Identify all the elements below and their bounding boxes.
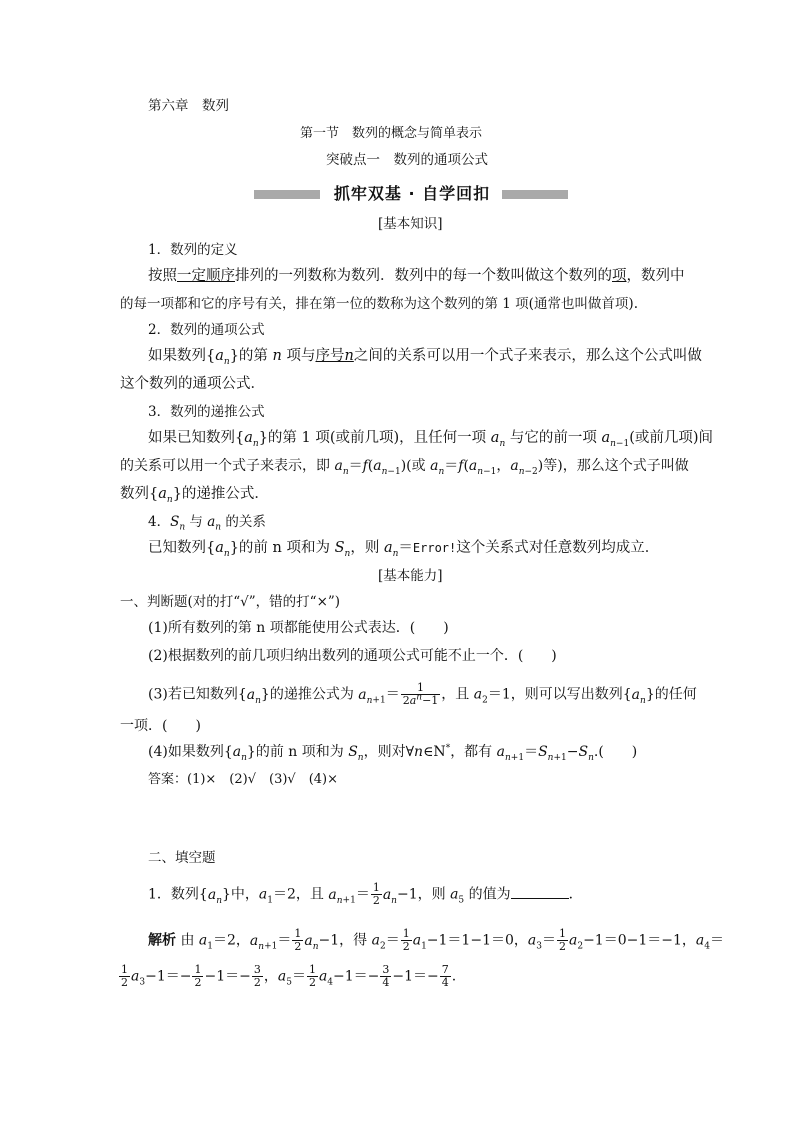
- k3-title: 3．数列的递推公式: [148, 404, 265, 420]
- basic-ability-label: [基本能力]: [378, 568, 443, 584]
- k1-para-line2: 的每一项都和它的序号有关，排在第一位的数称为这个数列的第 1 项(通常也叫做首项).: [120, 296, 638, 312]
- judge-q1: (1)所有数列的第 n 项都能使用公式表达．( ): [148, 620, 449, 636]
- judge-q4: (4)如果数列$\{a_n\}$的前 n 项和为 $S_n$，则对∀n∈N*，都有 $a_{n+1}=S_{n+1}-S_n$.( ): [148, 743, 638, 763]
- banner-bar-left: [254, 190, 320, 199]
- fraction: $\frac{1}{2a^n-1}$: [402, 681, 439, 707]
- k3-para-line2: 的关系可以用一个式子来表示，即 $a_n=f(a_{n-1})$(或 $a_n=f(a_{n-1}$，$a_{n-2}$)等)，那么这个式子叫做: [120, 458, 689, 477]
- chapter-title: 第六章 数列: [148, 98, 229, 114]
- fill-solution-line1: 解析 由 $a_1=2$，$a_{n+1}=$ $\frac{1}{2}$ $a_n-1$，得 $a_2=$ $\frac{1}{2}$ $a_1-1=1-1=0$，$a_3=$ $\frac{1}{2}$ $a_2-1=0-1=-1$，$a_4=$: [148, 927, 724, 953]
- fill-q1: 1．数列$\{a_n\}$中，$a_1=2$，且 $a_{n+1}=$ $\frac{1}{2}$ $a_n-1$，则 $a_5$ 的值为 ．: [148, 881, 583, 907]
- k3-para-line3: 数列$\{a_n\}$的递推公式．: [120, 486, 269, 505]
- fill-title: 二、填空题: [148, 850, 216, 866]
- solution-label: 解析: [148, 932, 176, 949]
- judge-title: 一、判断题(对的打“√”，错的打“×”): [120, 594, 341, 610]
- k3-para-line1: 如果已知数列$\{a_n\}$的第 1 项(或前几项)，且任何一项 $a_n$ 与它的前一项 $a_{n-1}$(或前几项)间: [148, 430, 714, 449]
- judge-answer: 答案：(1)× (2)√ (3)√ (4)×: [148, 772, 339, 787]
- judge-q3-cont: 一项．( ): [120, 718, 201, 734]
- judge-q3: (3)若已知数列$\{a_n\}$的递推公式为 $a_{n+1}=$ $\frac{1}{2a^n-1}$ ，且 $a_2=1$，则可以写出数列$\{a_n\}$的任何: [148, 681, 697, 707]
- basic-knowledge-label: [基本知识]: [378, 216, 443, 232]
- k1-title: 1．数列的定义: [148, 242, 238, 258]
- k2-para-line1: 如果数列$\{a_n\}$的第 n 项与序号n之间的关系可以用一个式子来表示，那么这个公式叫做: [148, 348, 702, 367]
- k4-title: 4．$S_n$ 与 $a_n$ 的关系: [148, 514, 266, 533]
- k2-title: 2．数列的通项公式: [148, 322, 265, 338]
- section-banner: [254, 182, 568, 206]
- section-title: 第一节 数列的概念与简单表示: [300, 126, 483, 141]
- banner-bar-right: [502, 190, 568, 199]
- k2-para-line2: 这个数列的通项公式．: [120, 376, 265, 392]
- judge-q2: (2)根据数列的前几项归纳出数列的通项公式可能不止一个．( ): [148, 648, 557, 664]
- answer-blank[interactable]: [511, 886, 569, 899]
- fill-solution-line2: $\frac{1}{2}$ $a_3-1=-$ $\frac{1}{2}$ −1＝− $\frac{3}{2}$ ，$a_5=$ $\frac{1}{2}$ $a_4-1=-$ $\frac{3}{4}$ −1＝− $\frac{7}{4}$ .: [121, 963, 457, 989]
- banner-text: 抓牢双基 · 自学回扣: [333, 184, 491, 203]
- point-title: 突破点一 数列的通项公式: [326, 152, 488, 168]
- k1-para-line1: 按照一定顺序排列的一列数称为数列．数列中的每一个数叫做这个数列的项，数列中: [148, 268, 685, 284]
- k4-para: 已知数列$\{a_n\}$的前 n 项和为 $S_n$，则 $a_n=Error$!这个关系式对任意数列均成立．: [148, 540, 660, 559]
